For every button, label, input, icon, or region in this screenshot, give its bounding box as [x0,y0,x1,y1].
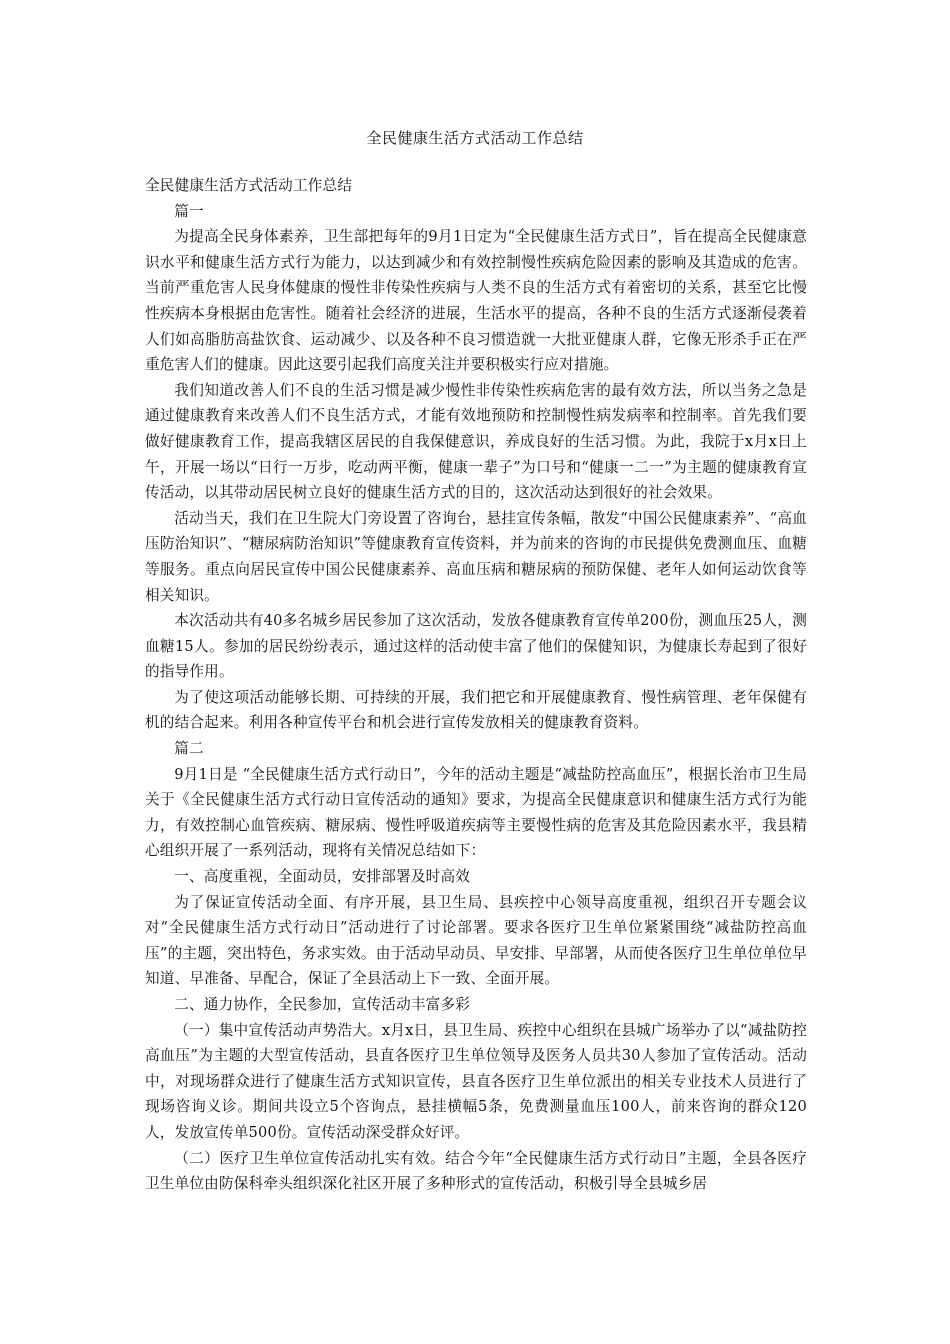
body-heading: 全民健康生活方式活动工作总结 [145,177,353,194]
paragraph: 为了保证宣传活动全面、有序开展，县卫生局、县疾控中心领导高度重视，组织召开专题会议对“全民健康生活方式行动日”活动进行了讨论部署。要求各医疗卫生单位紧紧围绕“减盐防控高血压”的主题，突出特色，务求实效。由于活动早动员、早安排、早部署，从而使各医疗卫生单位单位早知道、早准备、早配合，保证了全县活动上下一致、全面开展。 [145,893,807,988]
paragraph: 9月1日是 “全民健康生活方式行动日”，今年的活动主题是“减盐防控高血压”，根据长治市卫生局关于《全民健康生活方式行动日宣传活动的通知》要求，为提高全民健康意识和健康生活方式行为能力，有效控制心血管疾病、糖尿病、慢性呼吸道疾病等主要慢性病的危害及其危险因素水平，我县精心组织开展了一系列活动，现将有关情况总结如下： [145,765,807,860]
section-label-2: 篇二 [174,740,204,758]
section-label-1: 篇一 [174,202,204,220]
paragraph: 活动当天，我们在卫生院大门旁设置了咨询台，悬挂宣传条幅，散发“中国公民健康素养”、“高血压防治知识”、“糖尿病防治知识”等健康教育宣传资料，并为前来的咨询的市民提供免费测血压、血糖等服务。重点向居民宣传中国公民健康素养、高血压病和糖尿病的预防保健、老年人如何运动饮食等相关知识。 [145,509,807,604]
paragraph: 我们知道改善人们不良的生活习惯是减少慢性非传染性疾病危害的最有效方法，所以当务之急是通过健康教育来改善人们不良生活方式，才能有效地预防和控制慢性病发病率和控制率。首先我们要做好健康教育工作，提高我辖区居民的自我保健意识，养成良好的生活习惯。为此，我院于x月x日上午，开展一场以“日行一万步，吃动两平衡，健康一辈子”为口号和“健康一二一”为主题的健康教育宣传活动，以其带动居民树立良好的健康生活方式的目的，这次活动达到很好的社会效果。 [145,381,807,502]
paragraph: 本次活动共有40多名城乡居民参加了这次活动，发放各健康教育宣传单200份，测血压25人，测血糖15人。参加的居民纷纷表示，通过这样的活动使丰富了他们的保健知识，为健康长寿起到了很好的指导作用。 [145,612,807,681]
paragraph: （二）医疗卫生单位宣传活动扎实有效。结合今年“全民健康生活方式行动日”主题，全县各医疗卫生单位由防保科牵头组织深化社区开展了多种形式的宣传活动，积极引导全县城乡居 [145,1149,807,1193]
paragraph: （一）集中宣传活动声势浩大。x月x日，县卫生局、疾控中心组织在县城广场举办了以“减盐防控高血压”为主题的大型宣传活动，县直各医疗卫生单位领导及医务人员共30人参加了宣传活动。活动中，对现场群众进行了健康生活方式知识宣传，县直各医疗卫生单位派出的相关专业技术人员进行了现场咨询义诊。期间共设立5个咨询点，悬挂横幅5条，免费测量血压100人，前来咨询的群众120人，发放宣传单500份。宣传活动深受群众好评。 [145,1021,807,1141]
subheading: 二、通力协作，全民参加，宣传活动丰富多彩 [174,996,471,1013]
subheading: 一、高度重视，全面动员，安排部署及时高效 [174,868,471,886]
document-title: 全民健康生活方式活动工作总结 [366,129,584,147]
paragraph: 为提高全民身体素养，卫生部把每年的9月1日定为“全民健康生活方式日”，旨在提高全民健康意识水平和健康生活方式行为能力，以达到减少和有效控制慢性疾病危险因素的影响及其造成的危害。当前严重危害人民身体健康的慢性非传染性疾病与人类不良的生活方式有着密切的关系，甚至它比慢性疾病本身根据由危害性。随着社会经济的进展，生活水平的提高，各种不良的生活方式逐渐侵袭着人们如高脂肪高盐饮食、运动减少、以及各种不良习惯造就一大批亚健康人群，它像无形杀手正在严重危害人们的健康。因此这要引起我们高度关注并要积极实行应对措施。 [145,228,807,374]
document-body [145,173,807,1197]
paragraph: 为了使这项活动能够长期、可持续的开展，我们把它和开展健康教育、慢性病管理、老年保健有机的结合起来。利用各种宣传平台和机会进行宣传发放相关的健康教育资料。 [145,688,807,732]
